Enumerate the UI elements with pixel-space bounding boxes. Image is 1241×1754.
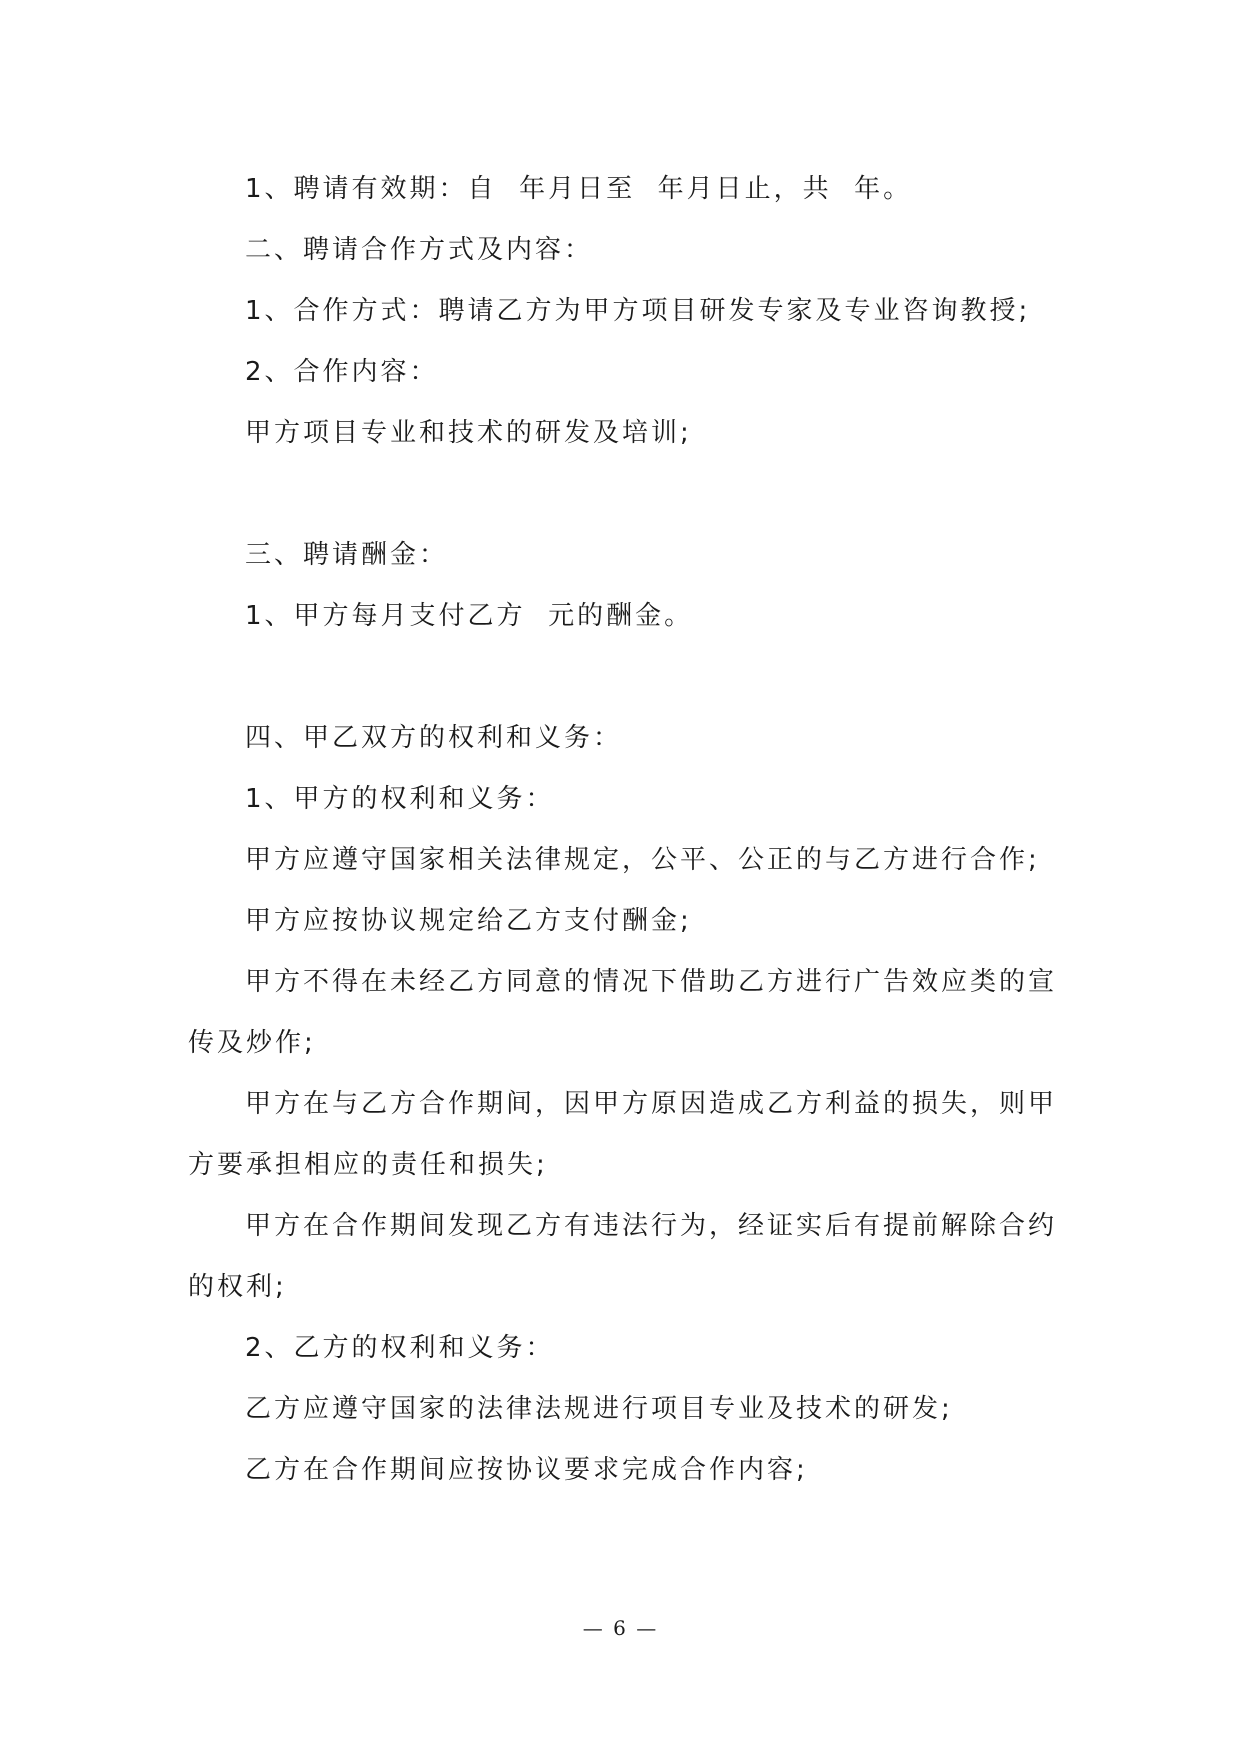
heading-cooperation-method: 二、聘请合作方式及内容： [245,235,594,265]
heading-remuneration: 三、聘请酬金： [245,540,449,570]
paragraph-party-a-comply-law: 甲方应遵守国家相关法律规定，公平、公正的与乙方进行合作; [245,845,1040,875]
paragraph-party-b-comply-law: 乙方应遵守国家的法律法规进行项目专业及技术的研发; [245,1394,953,1424]
paragraph-cooperation-content-label: 2、合作内容： [245,357,439,387]
paragraph-party-a-pay: 甲方应按协议规定给乙方支付酬金; [245,906,692,936]
subheading-party-a-rights: 1、甲方的权利和义务： [245,784,555,814]
page-number: — 6 — [582,1616,659,1640]
blank-line [188,464,1058,525]
paragraph-cooperation-content: 甲方项目专业和技术的研发及培训; [245,418,692,448]
paragraph-party-a-liability: 甲方在与乙方合作期间，因甲方原因造成乙方利益的损失，则甲方要承担相应的责任和损失; [188,1089,1058,1180]
paragraph-monthly-payment: 1、甲方每月支付乙方 元的酬金。 [245,601,694,631]
heading-rights-obligations: 四、甲乙双方的权利和义务： [245,723,623,753]
blank-line [188,647,1058,708]
subheading-party-b-rights: 2、乙方的权利和义务： [245,1333,555,1363]
paragraph-validity-period: 1、聘请有效期：自 年月日至 年月日止，共 年。 [245,174,913,204]
paragraph-party-a-no-advertising: 甲方不得在未经乙方同意的情况下借助乙方进行广告效应类的宣传及炒作; [188,967,1058,1058]
paragraph-party-b-complete-content: 乙方在合作期间应按协议要求完成合作内容; [245,1455,808,1485]
paragraph-party-a-termination: 甲方在合作期间发现乙方有违法行为，经证实后有提前解除合约的权利; [188,1211,1058,1302]
document-body [188,159,1058,1501]
paragraph-cooperation-method: 1、合作方式：聘请乙方为甲方项目研发专家及专业咨询教授; [245,296,1031,326]
